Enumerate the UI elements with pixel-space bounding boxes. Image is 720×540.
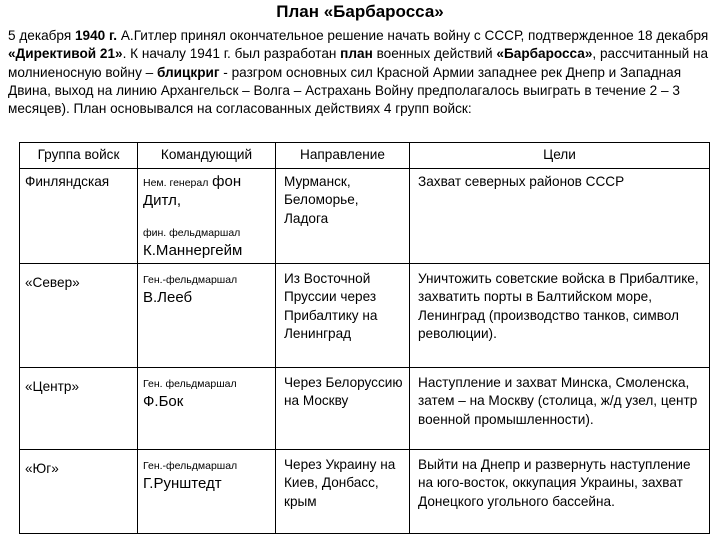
- intro-bold-text: план: [340, 46, 373, 62]
- commander-name-part: фон: [212, 172, 242, 190]
- commander: [143, 223, 270, 261]
- intro-bold-text: блицкриг: [156, 64, 220, 80]
- commander-name: Г.Рунштедт: [143, 475, 222, 492]
- commander-rank: Ген.-фельдмаршал: [143, 273, 238, 286]
- commander-name: В.Лееб: [143, 289, 193, 306]
- intro-text: А.Гитлер принял окончательное решение начать войну с СССР, подтвержденное 18 декабря: [117, 28, 709, 43]
- intro-text: 5 декабря: [8, 28, 75, 43]
- header-group: Группа войск: [20, 143, 138, 169]
- commander: [143, 456, 270, 494]
- group-cell: Финляндская: [20, 168, 138, 263]
- group-cell: «Юг»: [20, 449, 138, 533]
- header-commander: Командующий: [138, 143, 276, 169]
- group-cell: «Центр»: [20, 367, 138, 449]
- header-goals: Цели: [410, 143, 710, 169]
- direction-cell: Из Восточной Пруссии через Прибалтику на Ленинград: [276, 263, 410, 367]
- table-row: [20, 367, 710, 449]
- army-groups-table: [19, 142, 710, 534]
- commander-cell: [138, 449, 276, 533]
- commander-name: Дитл,: [143, 192, 181, 209]
- commander: [143, 270, 270, 308]
- commander-cell: [138, 263, 276, 367]
- intro-bold-text: «Директивой 21»: [8, 46, 123, 62]
- direction-cell: Через Белоруссию на Москву: [276, 367, 410, 449]
- commander-rank: Ген.-фельдмаршал: [143, 459, 238, 472]
- commander-name: К.Маннергейм: [143, 242, 243, 259]
- table-row: [20, 449, 710, 533]
- page-title: План «Барбаросса»: [276, 2, 444, 21]
- commander-rank: Ген. фельдмаршал: [143, 377, 237, 390]
- table-row: [20, 263, 710, 367]
- table-header-row: [20, 143, 710, 169]
- intro-bold-text: «Барбаросса»: [496, 46, 593, 62]
- intro-bold-text: 1940 г.: [74, 28, 118, 43]
- goal-cell: Уничтожить советские войска в Прибалтике, захватить порты в Балтийском море, Ленинград (производство танков, символ революции).: [410, 263, 710, 367]
- direction-cell: Мурманск, Беломорье, Ладога: [276, 168, 410, 263]
- intro-paragraph: [8, 27, 714, 118]
- goal-cell: Выйти на Днепр и развернуть наступление на юго-восток, оккупация Украины, захват Донецкого угольного бассейна.: [410, 449, 710, 533]
- intro-text: военных действий: [372, 46, 497, 62]
- header-direction: Направление: [276, 143, 410, 169]
- commander: [143, 173, 270, 211]
- intro-text: , рассчитанный на молниеносную войну –: [8, 46, 709, 80]
- commander-name: Ф.Бок: [143, 393, 184, 410]
- commander-rank: фин. фельдмаршал: [143, 226, 241, 239]
- commander-cell: [138, 367, 276, 449]
- table-row: [20, 168, 710, 263]
- commander-rank: Нем. генерал: [143, 176, 209, 189]
- commander: [143, 374, 270, 412]
- commander-cell: [138, 168, 276, 263]
- intro-text: . К началу 1941 г. был разработан: [122, 46, 341, 62]
- goal-cell: Захват северных районов СССР: [410, 168, 710, 263]
- goal-cell: Наступление и захват Минска, Смоленска, затем – на Москву (столица, ж/д узел, центр военной промышленности).: [410, 367, 710, 449]
- intro-text: - разгром основных сил Красной Армии западнее рек Днепр и Западная Двина, выход на линию Архангельск – Волга – Астрахань Войну предполагалось выиграть в течение 2 – 3 месяцев). План основывался на согласованных действиях 4 групп войск:: [8, 64, 682, 117]
- group-cell: «Север»: [20, 263, 138, 367]
- direction-cell: Через Украину на Киев, Донбасс, крым: [276, 449, 410, 533]
